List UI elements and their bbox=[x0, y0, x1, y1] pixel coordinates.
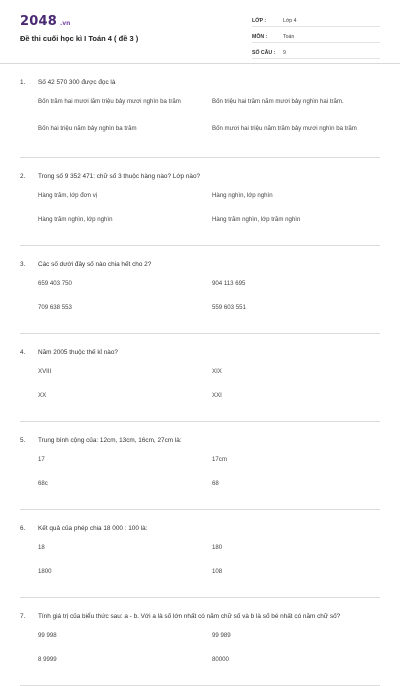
answer-option[interactable]: Bốn mươi hai triệu năm trăm bảy mươi nghìn ba trăm bbox=[212, 125, 357, 132]
question-number: 1. bbox=[20, 79, 26, 86]
meta-count-row bbox=[252, 46, 380, 59]
answer-options bbox=[20, 543, 380, 591]
answer-option[interactable]: 559 603 551 bbox=[212, 304, 246, 311]
answer-option[interactable]: 68c bbox=[38, 480, 48, 487]
logo-domain: .vn bbox=[59, 20, 71, 27]
answer-option[interactable]: 1800 bbox=[38, 568, 52, 575]
answer-option[interactable]: Hàng trăm nghìn, lớp nghìn bbox=[38, 216, 113, 223]
answer-option[interactable]: XXI bbox=[212, 392, 222, 399]
answer-option[interactable]: 659 403 750 bbox=[38, 280, 72, 287]
question-4 bbox=[20, 334, 380, 422]
answer-option[interactable]: 108 bbox=[212, 568, 223, 575]
answer-option[interactable]: 17cm bbox=[212, 456, 227, 463]
answer-option[interactable]: 99 998 bbox=[38, 632, 57, 639]
answer-option[interactable]: Hàng nghìn, lớp nghìn bbox=[212, 192, 273, 199]
answer-option[interactable]: XVIII bbox=[38, 368, 52, 375]
meta-value: Lớp 4 bbox=[283, 18, 297, 24]
question-number: 3. bbox=[20, 261, 26, 268]
question-6 bbox=[20, 510, 380, 598]
question-5 bbox=[20, 422, 380, 510]
answer-options bbox=[20, 191, 380, 239]
question-list bbox=[0, 64, 400, 686]
meta-label: MÔN : bbox=[252, 34, 268, 40]
question-text: Tính giá trị của biểu thức sau: a - b. Với a là số lớn nhất có năm chữ số và b là số bé nhất có năm chữ số? bbox=[38, 613, 341, 620]
answer-option[interactable]: Bốn trăm hai mươi lăm triệu bảy mươi nghìn ba trăm bbox=[38, 98, 181, 105]
answer-options bbox=[20, 279, 380, 327]
question-text: Năm 2005 thuộc thế kỉ nào? bbox=[38, 349, 118, 356]
question-number: 2. bbox=[20, 173, 26, 180]
exam-header bbox=[0, 0, 400, 64]
question-number: 5. bbox=[20, 437, 26, 444]
answer-options bbox=[20, 455, 380, 503]
answer-option[interactable]: Bốn hai triệu năm bảy nghìn ba trăm bbox=[38, 125, 137, 132]
question-7 bbox=[20, 598, 380, 686]
question-text: Số 42 570 300 được đọc là bbox=[38, 79, 116, 86]
meta-label: LỚP : bbox=[252, 18, 267, 24]
answer-option[interactable]: 904 113 695 bbox=[212, 280, 246, 287]
answer-option[interactable]: Hàng trăm nghìn, lớp trăm nghìn bbox=[212, 216, 301, 223]
answer-option[interactable]: 80000 bbox=[212, 656, 229, 663]
answer-options bbox=[20, 97, 380, 151]
meta-value: 9 bbox=[283, 50, 286, 56]
meta-label: SỐ CÂU : bbox=[252, 50, 276, 56]
answer-option[interactable]: 8 9999 bbox=[38, 656, 57, 663]
question-text: Các số dưới đây số nào chia hết cho 2? bbox=[38, 261, 152, 268]
meta-value: Toán bbox=[283, 34, 295, 40]
answer-option[interactable]: XX bbox=[38, 392, 47, 399]
answer-option[interactable]: XIX bbox=[212, 368, 222, 375]
answer-option[interactable]: 17 bbox=[38, 456, 45, 463]
exam-title: Đề thi cuối học kì I Toán 4 ( đề 3 ) bbox=[20, 34, 139, 43]
question-text: Trong số 9 352 471: chữ số 3 thuộc hàng nào? Lớp nào? bbox=[38, 173, 201, 180]
question-number: 7. bbox=[20, 613, 26, 620]
answer-options bbox=[20, 367, 380, 415]
answer-options bbox=[20, 631, 380, 679]
question-number: 4. bbox=[20, 349, 26, 356]
question-1 bbox=[20, 64, 380, 158]
answer-option[interactable]: 68 bbox=[212, 480, 219, 487]
answer-option[interactable]: 99 989 bbox=[212, 632, 231, 639]
question-text: Trung bình cộng của: 12cm, 13cm, 16cm, 27cm là: bbox=[38, 437, 182, 444]
logo-text: 2048 bbox=[20, 14, 57, 29]
question-number: 6. bbox=[20, 525, 26, 532]
answer-option[interactable]: Hàng trăm, lớp đơn vị bbox=[38, 192, 98, 199]
answer-option[interactable]: 180 bbox=[212, 544, 223, 551]
answer-option[interactable]: Bốn triệu hai trăm năm mươi bảy nghìn hai trăm. bbox=[212, 98, 344, 105]
question-text: Kết quả của phép chia 18 000 : 100 là: bbox=[38, 525, 148, 532]
meta-class-row bbox=[252, 14, 380, 27]
question-3 bbox=[20, 246, 380, 334]
answer-option[interactable]: 709 638 553 bbox=[38, 304, 72, 311]
exam-meta bbox=[252, 14, 380, 62]
question-2 bbox=[20, 158, 380, 246]
answer-option[interactable]: 18 bbox=[38, 544, 45, 551]
meta-subject-row bbox=[252, 30, 380, 43]
